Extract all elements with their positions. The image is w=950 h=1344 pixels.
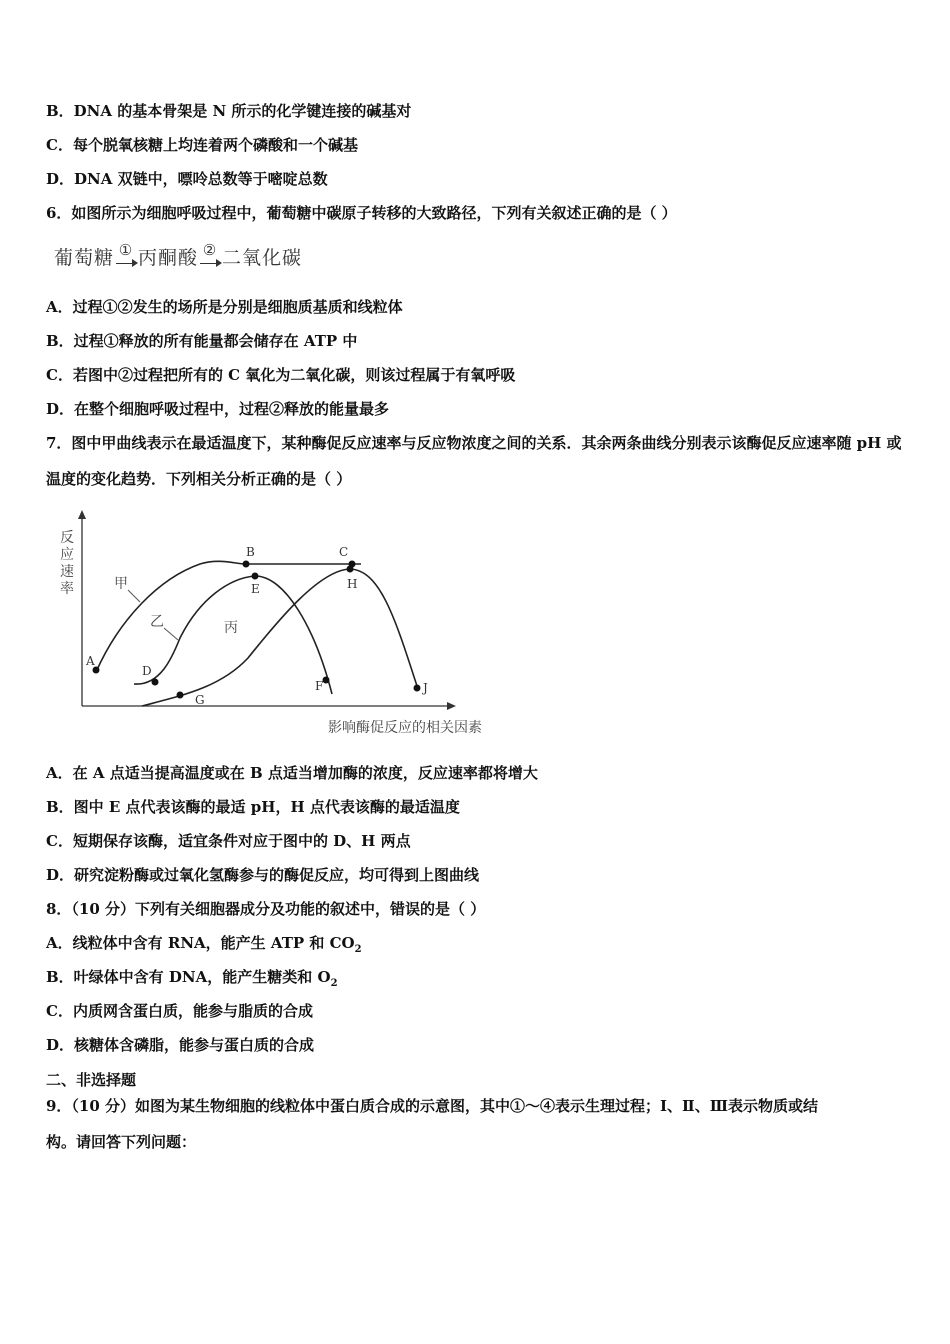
label-E: E: [251, 582, 260, 596]
q6-option-a: A．过程①②发生的场所是分别是细胞质基质和线粒体: [46, 298, 403, 316]
q5-option-b: B．DNA 的基本骨架是 N 所示的化学键连接的碱基对: [46, 102, 412, 120]
q8-option-b-text: B．叶绿体中含有 DNA，能产生糖类和 O: [46, 968, 331, 986]
curve-label-jia: 甲: [114, 576, 128, 592]
curve-bing: [142, 569, 417, 706]
y-label-1: 反: [60, 530, 74, 546]
q8-option-c: C．内质网含蛋白质，能参与脂质的合成: [46, 1002, 313, 1020]
point-F: [323, 677, 330, 684]
point-E: [252, 573, 259, 580]
y-axis-arrow: [78, 510, 86, 519]
q8-option-b-sub: 2: [330, 978, 338, 989]
curve-label-jia-leader: [128, 590, 140, 602]
q8-stem: 8．（10 分）下列有关细胞器成分及功能的叙述中，错误的是（ ）: [46, 900, 486, 918]
enzyme-rate-chart: [50, 508, 510, 748]
q8-option-a: [46, 933, 362, 960]
q7-stem: 7．图中甲曲线表示在最适温度下，某种酶促反应速率与反应物浓度之间的关系．其余两条曲线分别表示该酶促反应速率随 pH 或温度的变化趋势．下列相关分析正确的是（ ）: [46, 434, 902, 488]
label-A: A: [86, 654, 95, 668]
y-label-2: 应: [60, 547, 74, 563]
q7-option-c: C．短期保存该酶，适宜条件对应于图中的 D、H 两点: [46, 832, 411, 850]
point-D: [152, 679, 159, 686]
flow-arrow-2: [198, 241, 222, 264]
label-C: C: [339, 545, 349, 559]
flow-arrow-1: [114, 241, 138, 264]
flow-step-2-label: ②: [202, 241, 218, 259]
label-B: B: [246, 545, 255, 559]
q7-option-d: D．研究淀粉酶或过氧化氢酶参与的酶促反应，均可得到上图曲线: [46, 866, 480, 884]
q8-option-d: D．核糖体含磷脂，能参与蛋白质的合成: [46, 1036, 315, 1054]
curve-label-bing: 丙: [224, 620, 238, 636]
label-H: H: [347, 577, 358, 591]
y-label-3: 速: [60, 564, 74, 580]
q5-option-c: C．每个脱氧核糖上均连着两个磷酸和一个碱基: [46, 136, 358, 154]
flow-step-1-label: ①: [118, 241, 134, 259]
point-H: [347, 566, 354, 573]
q7-option-a: A．在 A 点适当提高温度或在 B 点适当增加酶的浓度，反应速率都将增大: [46, 764, 538, 782]
q5-option-d: D．DNA 双链中，嘌呤总数等于嘧啶总数: [46, 170, 328, 188]
q9-stem-line1: 9．（10 分）如图为某生物细胞的线粒体中蛋白质合成的示意图，其中①～④表示生理过程；Ⅰ、Ⅱ、Ⅲ表示物质或结: [46, 1097, 818, 1115]
label-G: G: [195, 693, 205, 707]
q6-option-c: C．若图中②过程把所有的 C 氧化为二氧化碳，则该过程属于有氧呼吸: [46, 366, 516, 384]
q8-option-a-sub: 2: [354, 944, 362, 955]
curve-jia: [96, 561, 361, 672]
label-F: F: [315, 679, 324, 693]
label-J: J: [423, 681, 428, 695]
label-D: D: [142, 664, 152, 678]
point-B: [243, 561, 250, 568]
curve-label-yi: 乙: [150, 614, 164, 630]
q8-option-b: [46, 967, 338, 994]
curve-label-yi-leader: [164, 628, 178, 640]
flow-co2: 二氧化碳: [222, 247, 303, 269]
y-label-4: 率: [60, 581, 74, 597]
x-axis-arrow: [447, 702, 456, 710]
flow-glucose: 葡萄糖: [54, 247, 115, 269]
point-J: [414, 685, 421, 692]
point-G: [177, 692, 184, 699]
q8-option-a-text: A．线粒体中含有 RNA，能产生 ATP 和 CO: [46, 934, 355, 952]
q6-option-b: B．过程①释放的所有能量都会储存在 ATP 中: [46, 332, 358, 350]
q6-option-d: D．在整个细胞呼吸过程中，过程②释放的能量最多: [46, 400, 390, 418]
q6-flow-diagram: [54, 243, 302, 270]
section-title: 二、非选择题: [46, 1071, 137, 1089]
x-axis-label: 影响酶促反应的相关因素: [328, 720, 482, 736]
flow-pyruvate: 丙酮酸: [138, 247, 199, 269]
q9-stem-line2: 构。请回答下列问题：: [46, 1133, 197, 1151]
q7-option-b: B．图中 E 点代表该酶的最适 pH，H 点代表该酶的最适温度: [46, 798, 460, 816]
q6-stem: 6．如图所示为细胞呼吸过程中，葡萄糖中碳原子转移的大致路径，下列有关叙述正确的是（ ）: [46, 204, 677, 222]
